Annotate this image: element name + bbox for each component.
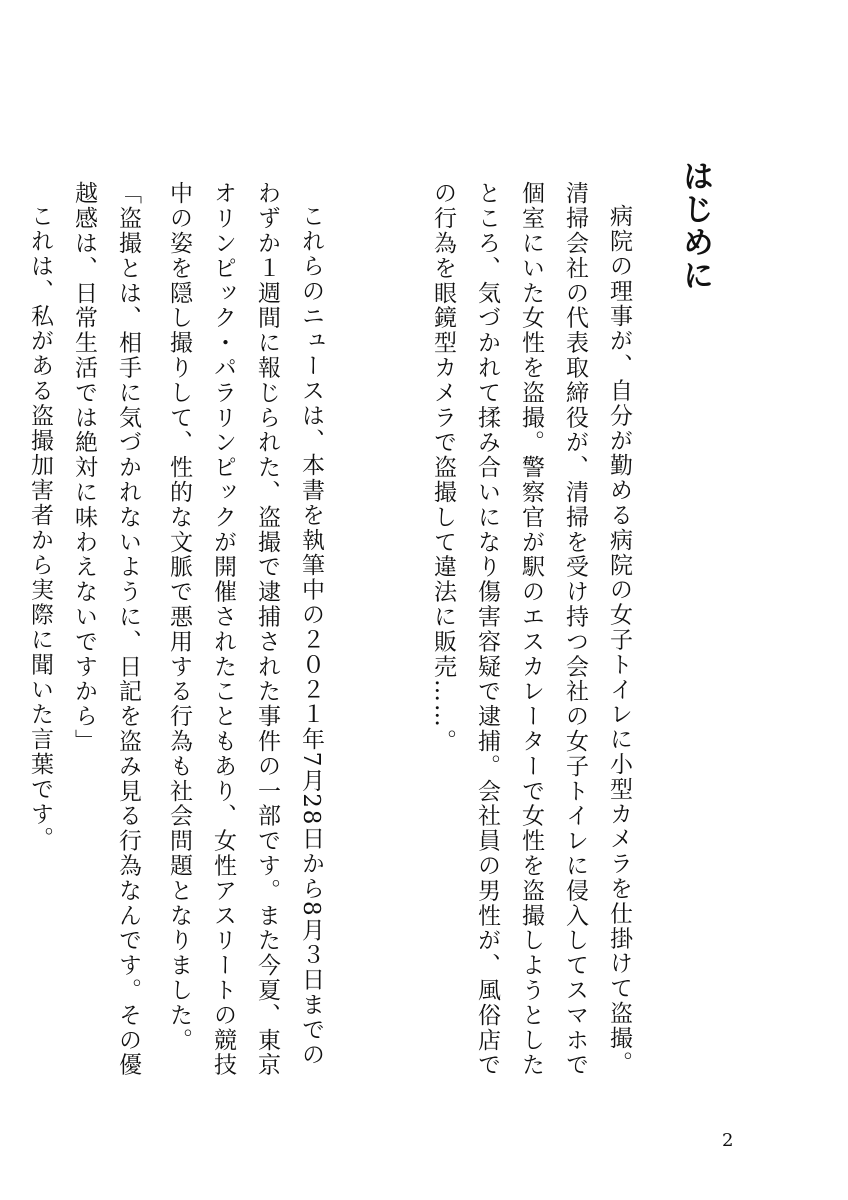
- page-number: 2: [722, 1130, 734, 1151]
- paragraph-news-examples: [430, 181, 641, 1081]
- paragraph-news-summary: [166, 181, 333, 1081]
- perpetrator-quote: 「盗撮とは、相手に気づかれないように、日記を盗み見る行為なんです。その優越感は、日常生活では絶対に味わえないですから」: [71, 181, 141, 1078]
- quote-block: [27, 181, 150, 1081]
- paragraph-text: 病院の理事が、自分が勤める病院の女子トイレに小型カメラを仕掛けて盗撮。清掃会社の代表取締役が、清掃を受け持つ会社の女子トイレに侵入してスマホで個室にいた女性を盗撮。警察官が駅のエスカレーターで女性を盗撮しようとしたところ、気づかれて揉み合いになり傷害容疑で逮捕。会社員の男性が、風俗店での行為を眼鏡型カメラで盗撮して違法に販売……。: [430, 181, 632, 1078]
- chapter-heading: はじめに: [677, 160, 713, 292]
- paragraph-text: これらのニュースは、本書を執筆中の２０２１年7月28日から8月３日までのわずか１週間に報じられた、盗撮で逮捕された事件の一部です。また今夏、東京オリンピック・パラリンピックが開催されたこともあり、女性アスリートの競技中の姿を隠し撮りして、性的な文脈で悪用する行為も社会問題となりました。: [166, 181, 324, 1078]
- paragraph-text: これは、私がある盗撮加害者から実際に聞いた言葉です。: [27, 204, 53, 852]
